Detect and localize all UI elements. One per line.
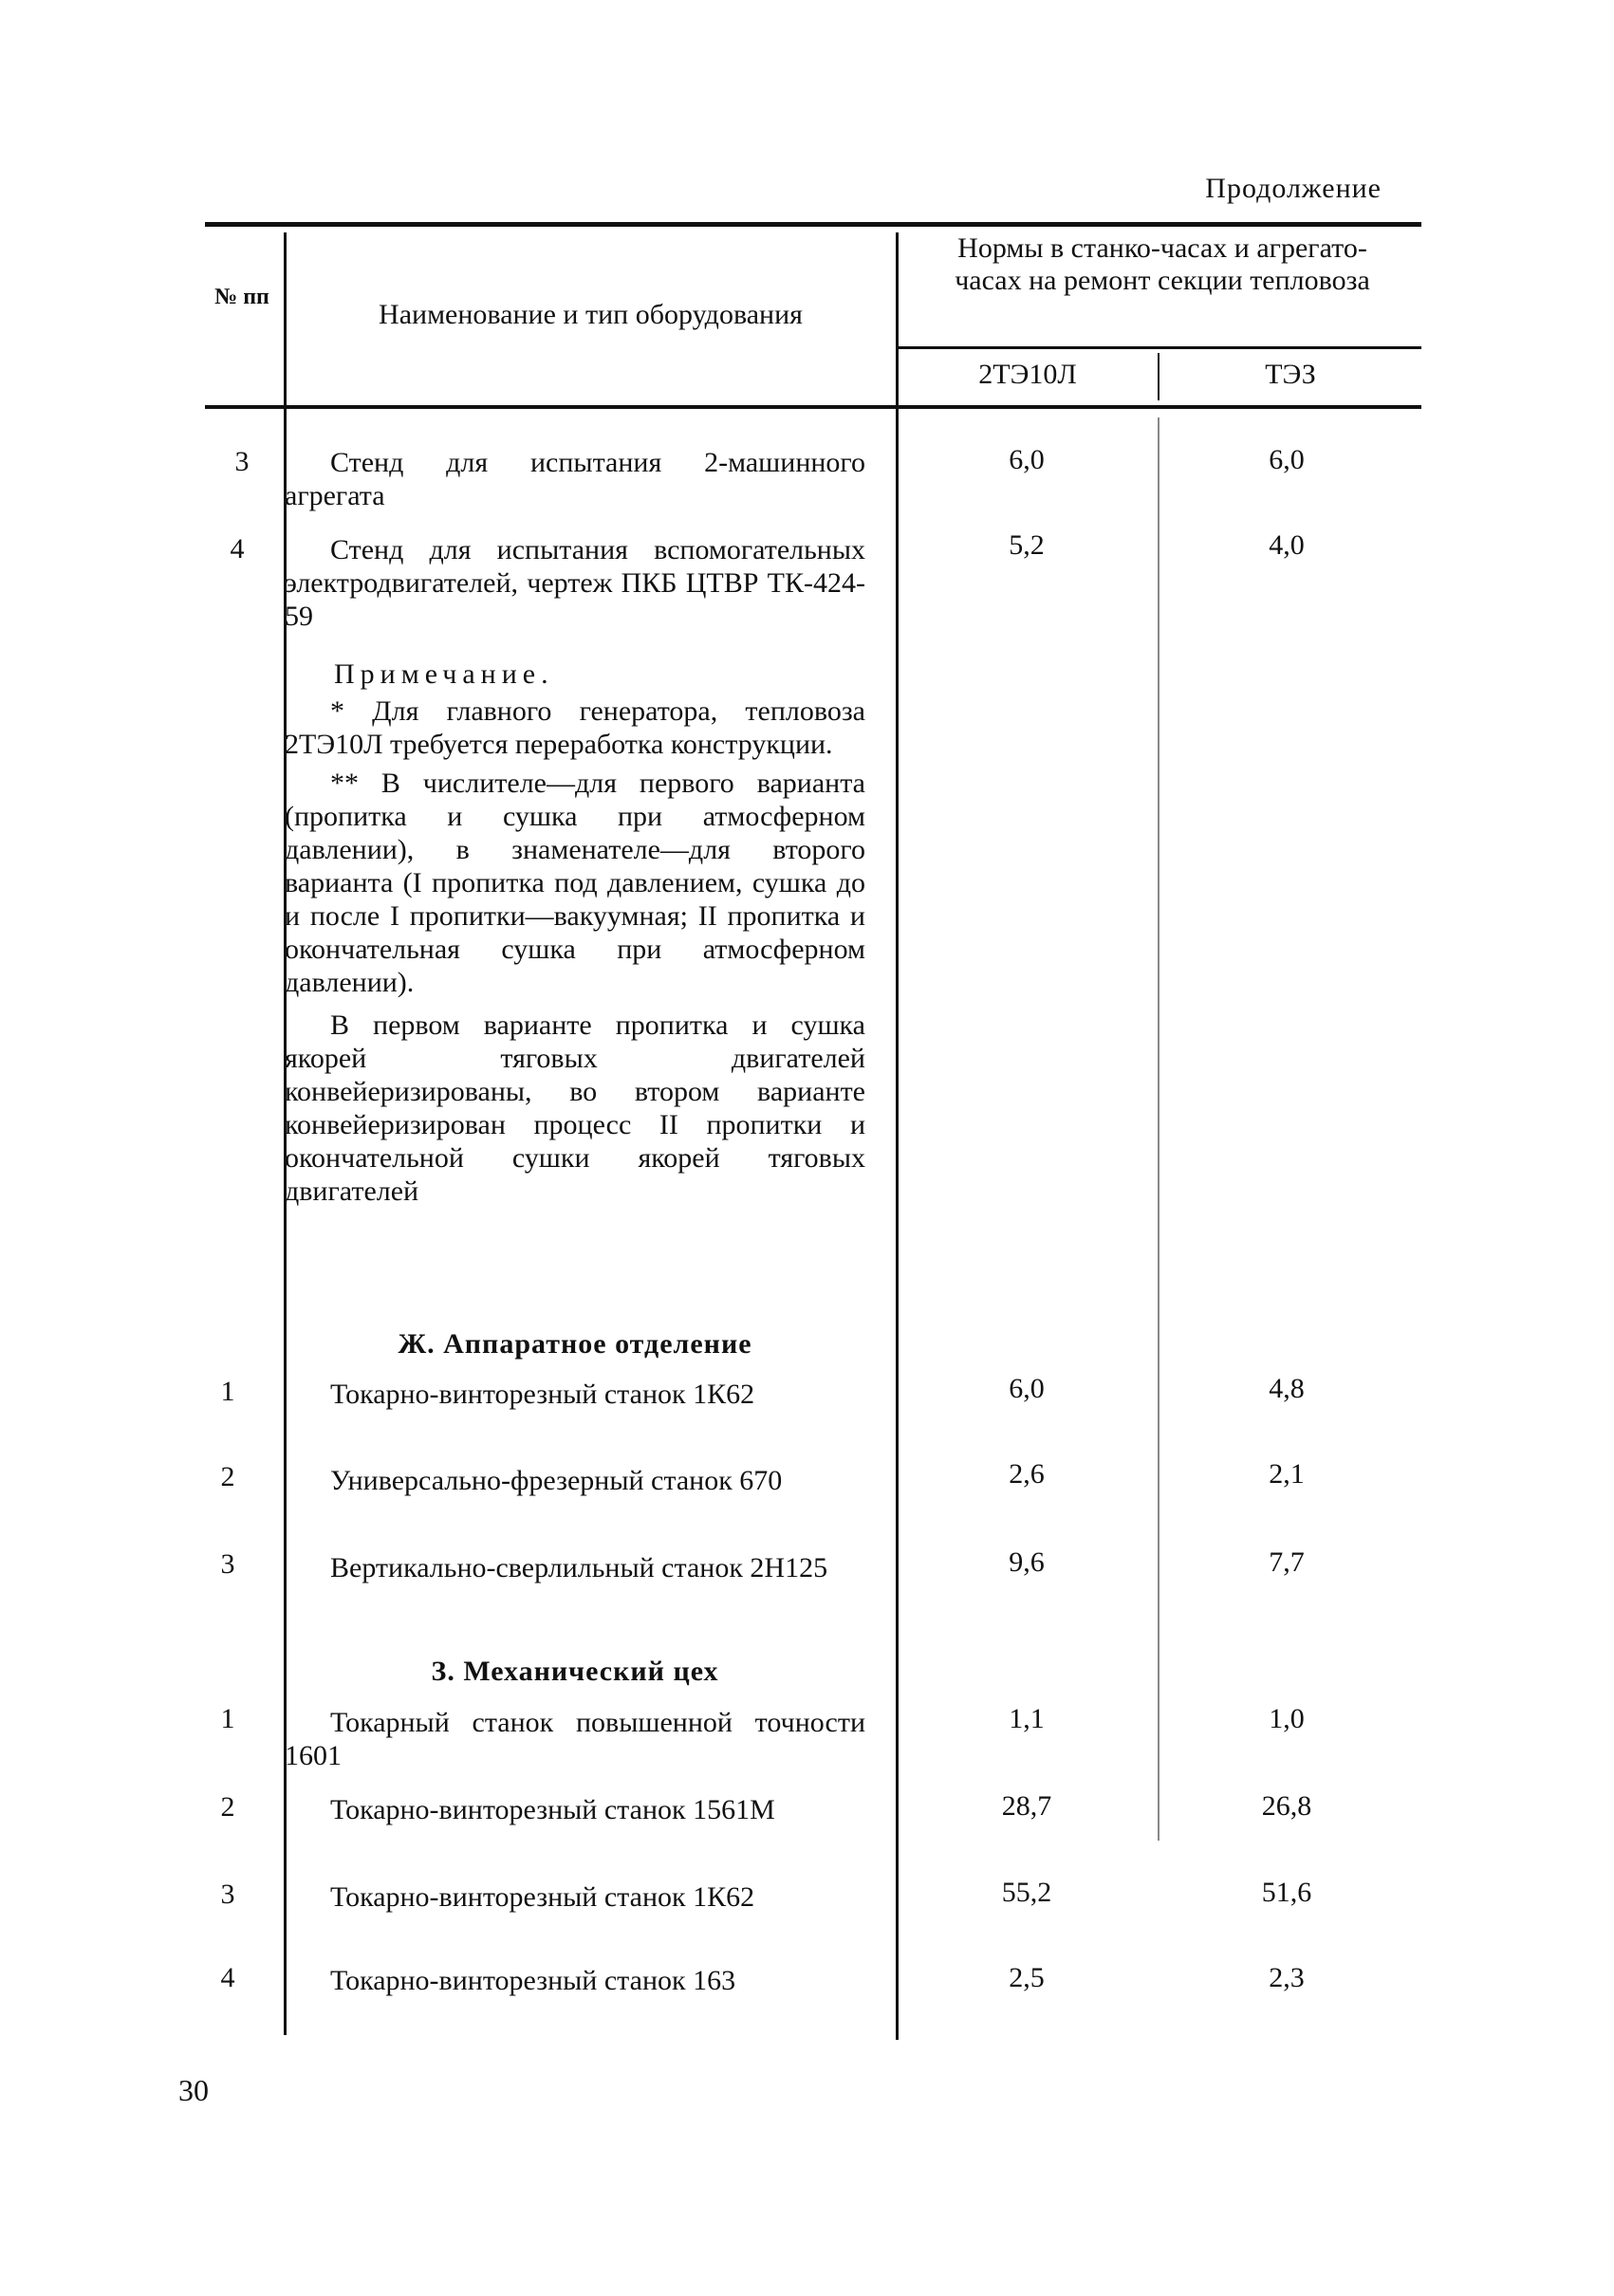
row-value-tez: 1,0 xyxy=(1269,1703,1305,1734)
row-name-text: Вертикально-сверлильный станок 2Н125 xyxy=(330,1552,828,1583)
row-value-2te10l: 6,0 xyxy=(1009,444,1045,475)
row-value-tez: 6,0 xyxy=(1269,444,1305,475)
row-num: 4 xyxy=(220,1962,235,1993)
row-name-text: Токарно-винторезный станок 1К62 xyxy=(330,1881,755,1913)
header-tez: ТЭЗ xyxy=(1265,359,1316,390)
row-name xyxy=(285,1964,865,1997)
continuation-label: Продолжение xyxy=(1205,173,1382,204)
row-name-text: Токарно-винторезный станок 163 xyxy=(330,1965,736,1996)
row-name xyxy=(285,1793,865,1826)
row-value-2te10l: 1,1 xyxy=(1009,1703,1045,1734)
row-name xyxy=(285,1706,865,1772)
row-name xyxy=(285,1464,865,1497)
row-num: 2 xyxy=(220,1461,235,1492)
row-name xyxy=(285,533,865,633)
row-name-text: Токарно-винторезный станок 1561М xyxy=(330,1794,775,1825)
row-value-tez: 4,0 xyxy=(1269,529,1305,561)
row-value-2te10l: 5,2 xyxy=(1009,529,1045,561)
table-top-rule xyxy=(205,222,1421,227)
row-num: 3 xyxy=(220,1548,235,1580)
row-value-tez: 26,8 xyxy=(1261,1790,1312,1822)
row-value-tez: 4,8 xyxy=(1269,1373,1305,1404)
row-value-tez: 7,7 xyxy=(1269,1546,1305,1578)
row-name-text: Токарно-винторезный станок 1К62 xyxy=(330,1379,755,1410)
row-num: 3 xyxy=(234,446,250,477)
row-name xyxy=(285,1880,865,1914)
row-name-text: Универсально-фрезерный станок 670 xyxy=(330,1465,783,1496)
row-value-2te10l: 2,5 xyxy=(1009,1962,1045,1993)
row-name-text: Стенд для испытания 2-машинного агрегата xyxy=(285,447,865,511)
row-value-tez: 2,1 xyxy=(1269,1458,1305,1490)
row-num: 1 xyxy=(220,1703,235,1734)
row-value-2te10l: 28,7 xyxy=(1001,1790,1052,1822)
row-value-2te10l: 9,6 xyxy=(1009,1546,1045,1578)
row-value-tez: 2,3 xyxy=(1269,1962,1305,1993)
header-2te10l: 2ТЭ10Л xyxy=(978,359,1077,390)
section-title-zh: Ж. Аппаратное отделение xyxy=(398,1328,752,1360)
column-divider-sub-body xyxy=(1158,417,1159,1841)
note-title: Примечание. xyxy=(334,658,554,690)
row-value-2te10l: 55,2 xyxy=(1001,1877,1052,1908)
row-name-text: Токарный станок повышенной точности 1601 xyxy=(285,1707,865,1771)
row-name xyxy=(285,1378,865,1411)
header-norms: Нормы в станко-часах и агрегато-часах на ремонт секции тепловоза xyxy=(955,232,1370,296)
row-value-2te10l: 6,0 xyxy=(1009,1373,1045,1404)
row-num: 1 xyxy=(220,1376,235,1407)
header-name: Наименование и тип оборудования xyxy=(379,299,803,330)
note-block xyxy=(285,657,865,1208)
note-p2: ** В числителе—для первого варианта (пропитка и сушка при атмосферном давлении), в знаменателе—для второго варианта (I пропитка под давлением, сушка до и после I пропитки—вакуумная; II пропитка и окончательная сушка при атмосферном давлении). xyxy=(285,768,865,998)
header-bottom-rule xyxy=(205,405,1421,409)
note-p3: В первом варианте пропитка и сушка якорей тяговых двигателей конвейеризированы, во втором варианте конвейеризирован процесс II пропитки и окончательной сушки якорей тяговых двигателей xyxy=(285,1009,865,1207)
row-num: 2 xyxy=(220,1791,235,1823)
row-name xyxy=(285,446,865,512)
header-num: № пп xyxy=(214,285,269,309)
column-divider-name xyxy=(896,232,899,2040)
row-num: 3 xyxy=(220,1879,235,1910)
section-title-z: З. Механический цех xyxy=(431,1656,719,1687)
page-number: 30 xyxy=(178,2073,209,2107)
note-p1: * Для главного генератора, тепловоза 2ТЭ10Л требуется переработка конструкции. xyxy=(285,695,865,760)
row-name-text: Стенд для испытания вспомогательных электродвигателей, чертеж ПКБ ЦТВР ТК-424-59 xyxy=(285,534,865,632)
row-value-tez: 51,6 xyxy=(1261,1877,1312,1908)
subheader-rule xyxy=(898,346,1421,349)
row-value-2te10l: 2,6 xyxy=(1009,1458,1045,1490)
row-name xyxy=(285,1551,865,1584)
row-num: 4 xyxy=(230,533,245,565)
